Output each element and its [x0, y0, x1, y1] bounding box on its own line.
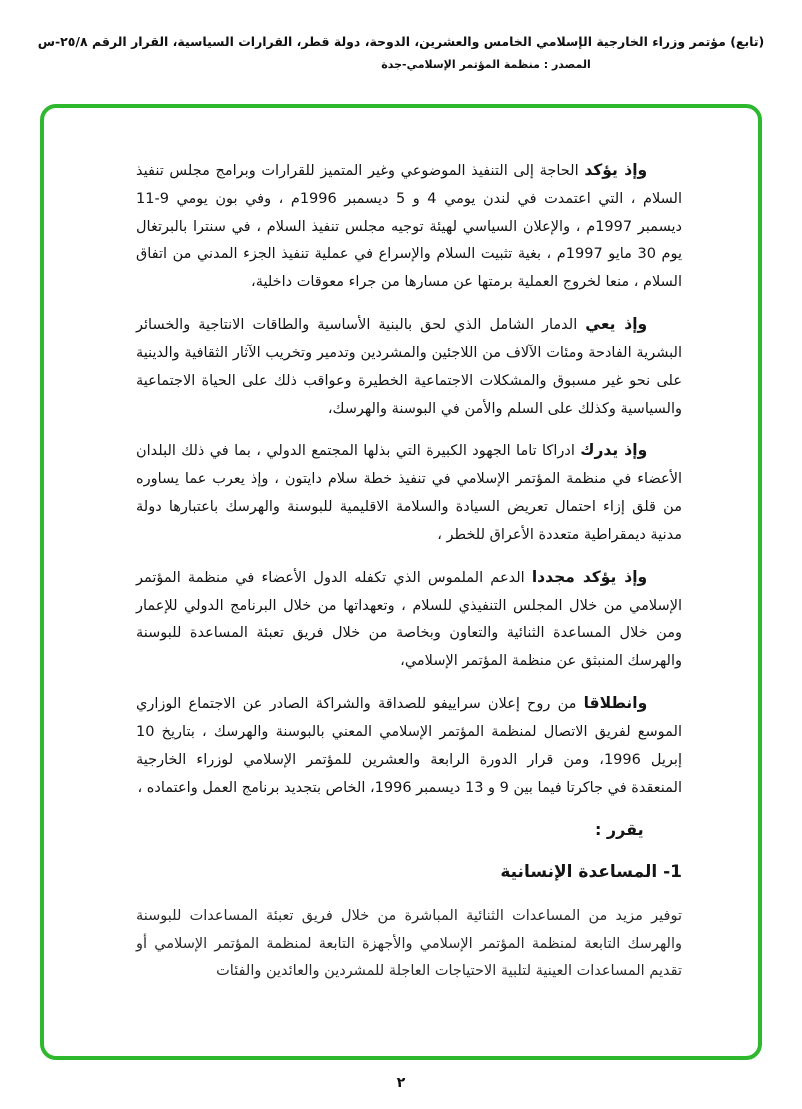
paragraph-text: الحاجة إلى التنفيذ الموضوعي وغير المتميز للقرارات وبرامج مجلس تنفيذ السلام ، التي اعتمدت في لندن يومي 4 و 5 ديسمبر 1996م ، وفي بون يومي 9-11 ديسمبر 1997م ، والإعلان السياسي لهيئة توجيه مجلس تنفيذ السلام ، في سنترا بالبرتغال يوم 30 مايو 1997م ، بغية تثبيت السلام والإسراع في عملية تنفيذ الجزء المدني من اتفاق السلام ، منعا لخروج العملية برمتها عن مسارها من جراء معوقات داخلية،	[136, 163, 683, 291]
paragraph-lead: وإذ يعي	[585, 315, 648, 334]
paragraph	[136, 310, 682, 423]
paragraph-lead: وانطلاقا	[583, 694, 648, 713]
section-heading: 1- المساعدة الإنسانية	[500, 862, 682, 883]
header-title-line: (تابع) مؤتمر وزراء الخارجية الإسلامي الخامس والعشرين، الدوحة، دولة قطر، القرارات السياسية، القرار الرقم ٢٥/٨-س	[37, 34, 765, 49]
paragraph-lead: وإذ يدرك	[580, 441, 648, 460]
document-body	[44, 108, 758, 986]
paragraph-text: ادراكا تاما الجهود الكبيرة التي بذلها المجتمع الدولي ، بما في ذلك البلدان الأعضاء في منظمة المؤتمر الإسلامي في تنفيذ خطة سلام دايتون ، وإذ يعرب عما يساوره من قلق إزاء احتمال تعريض السيادة والسلامة الاقليمية للبوسنة والهرسك باعتبارها دولة مدنية ديمقراطية متعددة الأعراق للخطر ،	[136, 443, 682, 543]
header-source-line: المصدر : منظمة المؤتمر الإسلامي-جدة	[381, 58, 591, 71]
paragraph	[136, 563, 682, 676]
paragraph-text: الدعم الملموس الذي تكفله الدول الأعضاء في منظمة المؤتمر الإسلامي من خلال المجلس التنفيذي للسلام ، وتعهداتها من خلال البرنامج الدولي للإعمار ومن خلال المساعدة الثنائية والتعاون وبخاصة من خلال فريق تعبئة المساعدة للبوسنة والهرسك المنبثق عن منظمة المؤتمر الإسلامي،	[136, 569, 682, 670]
paragraph-lead: وإذ يؤكد مجددا	[531, 567, 648, 586]
green-border-content-box	[40, 104, 762, 1060]
decides-label: يقرر :	[594, 820, 644, 840]
paragraph-text: الدمار الشامل الذي لحق بالبنية الأساسية والطاقات الانتاجية والخسائر البشرية الفادحة ومئات الآلاف من اللاجئين والمشردين وتدمير وتخريب الآثار الثقافية والدينية على نحو غير مسبوق والمشكلات الاجتماعية الخطيرة وعواقب ذلك على الحياة الاجتماعية والسياسية وكذلك على السلم والأمن في البوسنة والهرسك،	[136, 317, 682, 417]
page-number: ٢	[396, 1075, 406, 1091]
paragraph-lead: وإذ يؤكد	[584, 161, 648, 179]
paragraph	[136, 689, 682, 802]
paragraph	[136, 156, 682, 297]
paragraph-text: من روح إعلان سراييفو للصداقة والشراكة الصادر عن الاجتماع الوزاري الموسع لفريق الاتصال لمنظمة المؤتمر الإسلامي المعني بالبوسنة والهرسك ، بتاريخ 10 إبريل 1996، ومن قرار الدورة الرابعة والعشرين للمؤتمر الإسلامي لوزراء الخارجية المنعقدة في جاكرتا فيما بين 9 و 13 ديسمبر 1996، الخاص بتجديد برنامج العمل واعتماده ،	[136, 696, 682, 796]
paragraph	[136, 436, 682, 549]
section-paragraph: توفير مزيد من المساعدات الثنائية المباشرة من خلال فريق تعبئة المساعدات للبوسنة والهرسك التابعة لمنظمة المؤتمر الإسلامي والأجهزة التابعة لمنظمة المؤتمر الإسلامي أو تقديم المساعدات العينية لتلبية الاحتياجات العاجلة للمشردين والعائدين والفئات	[136, 907, 682, 980]
document-header	[0, 0, 802, 71]
